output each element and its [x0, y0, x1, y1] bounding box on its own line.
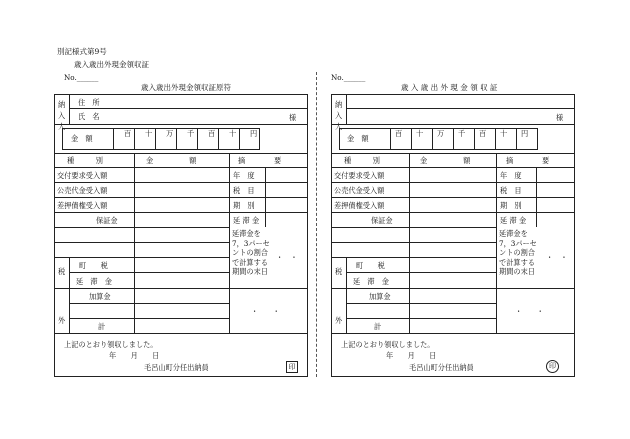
- extra-fee-label: 加算金: [89, 292, 111, 301]
- late-date-dots: ・ ・: [276, 253, 298, 262]
- late-fee-note: 延滞金を7，3パーセントの割合で計算する期間の末日: [232, 229, 270, 276]
- row-label: 公売代金受入額: [57, 186, 108, 195]
- row-label: 保証金: [96, 216, 118, 225]
- stub-title: 歳入歳出外現金領収証原符: [141, 83, 231, 92]
- col-summary: 摘 要: [506, 156, 550, 165]
- payer-label: 納入人: [58, 100, 66, 131]
- col-amount: 金 額: [146, 156, 197, 165]
- digit-label: 十: [416, 129, 424, 138]
- received-text: 上記のとおり領収しました。: [341, 340, 435, 349]
- row-label: 交付要求受入額: [334, 171, 385, 180]
- form-number: 別記様式第9号: [57, 47, 107, 56]
- summary-item: 期 別: [233, 201, 255, 210]
- col-amount: 金 額: [420, 156, 471, 165]
- digit-label: 百: [395, 129, 403, 138]
- outside-label: 外: [335, 316, 343, 325]
- outside-label: 外: [58, 316, 66, 325]
- seal-mark: 印: [286, 361, 298, 373]
- digit-label: 十: [229, 129, 237, 138]
- bottom-date-dots: ・ ・: [515, 307, 544, 316]
- amount-label: 金 額: [71, 134, 93, 143]
- digit-label: 円: [250, 129, 258, 138]
- col-kind: 種 別: [344, 156, 380, 165]
- digit-label: 万: [437, 129, 445, 138]
- tax-label: 税: [58, 267, 66, 276]
- digit-label: 百: [124, 129, 132, 138]
- summary-item: 税 目: [233, 186, 255, 195]
- row-label: 差押債権受入額: [57, 201, 108, 210]
- digit-label: 十: [500, 129, 508, 138]
- summary-item: 延 滞 金: [233, 216, 260, 225]
- bottom-date-dots: ・ ・: [251, 307, 280, 316]
- payer-label: 納入人: [335, 100, 343, 131]
- late-fee-label: 延 滞 金: [353, 277, 389, 286]
- row-label: 保証金: [371, 216, 393, 225]
- receipt-title: 歳 入 歳 出 外 現 金 領 収 証: [401, 83, 498, 92]
- date-text: 年 月 日: [109, 351, 160, 360]
- summary-item: 税 目: [500, 186, 522, 195]
- summary-item: 年 度: [233, 171, 255, 180]
- amount-label: 金 額: [347, 134, 369, 143]
- total-label: 計: [98, 322, 106, 331]
- received-text: 上記のとおり領収しました。: [64, 340, 158, 349]
- tax-label: 税: [335, 267, 343, 276]
- digit-label: 円: [521, 129, 529, 138]
- town-tax-label: 町 税: [356, 261, 385, 270]
- row-label: 交付要求受入額: [57, 171, 108, 180]
- row-label: 公売代金受入額: [334, 186, 385, 195]
- address-label: 住 所: [78, 98, 100, 107]
- digit-label: 百: [479, 129, 487, 138]
- officer-text: 毛呂山町分任出納員: [144, 363, 209, 372]
- row-label: 差押債権受入額: [334, 201, 385, 210]
- digit-label: 千: [458, 129, 466, 138]
- col-kind: 種 別: [67, 156, 103, 165]
- digit-label: 万: [166, 129, 174, 138]
- summary-item: 年 度: [500, 171, 522, 180]
- late-date-dots: ・ ・: [546, 253, 568, 262]
- honorific: 様: [289, 113, 297, 122]
- honorific: 様: [556, 113, 564, 122]
- late-fee-note: 延滞金を7，3パーセントの割合で計算する期間の末日: [499, 229, 537, 276]
- date-text: 年 月 日: [386, 351, 437, 360]
- stub-number: No.______: [64, 73, 99, 82]
- digit-label: 十: [145, 129, 153, 138]
- officer-text: 毛呂山町分任出納員: [409, 363, 474, 372]
- receipt-number: No.______: [331, 73, 366, 82]
- seal-mark: 印: [546, 360, 559, 373]
- digit-label: 千: [187, 129, 195, 138]
- form-title: 歳入歳出外現金領収証: [74, 60, 149, 69]
- late-fee-label: 延 滞 金: [76, 277, 112, 286]
- summary-item: 延 滞 金: [500, 216, 527, 225]
- col-summary: 摘 要: [238, 156, 282, 165]
- name-label: 氏 名: [78, 112, 100, 121]
- digit-label: 百: [208, 129, 216, 138]
- total-label: 計: [374, 322, 382, 331]
- summary-item: 期 別: [500, 201, 522, 210]
- town-tax-label: 町 税: [79, 261, 108, 270]
- extra-fee-label: 加算金: [369, 292, 391, 301]
